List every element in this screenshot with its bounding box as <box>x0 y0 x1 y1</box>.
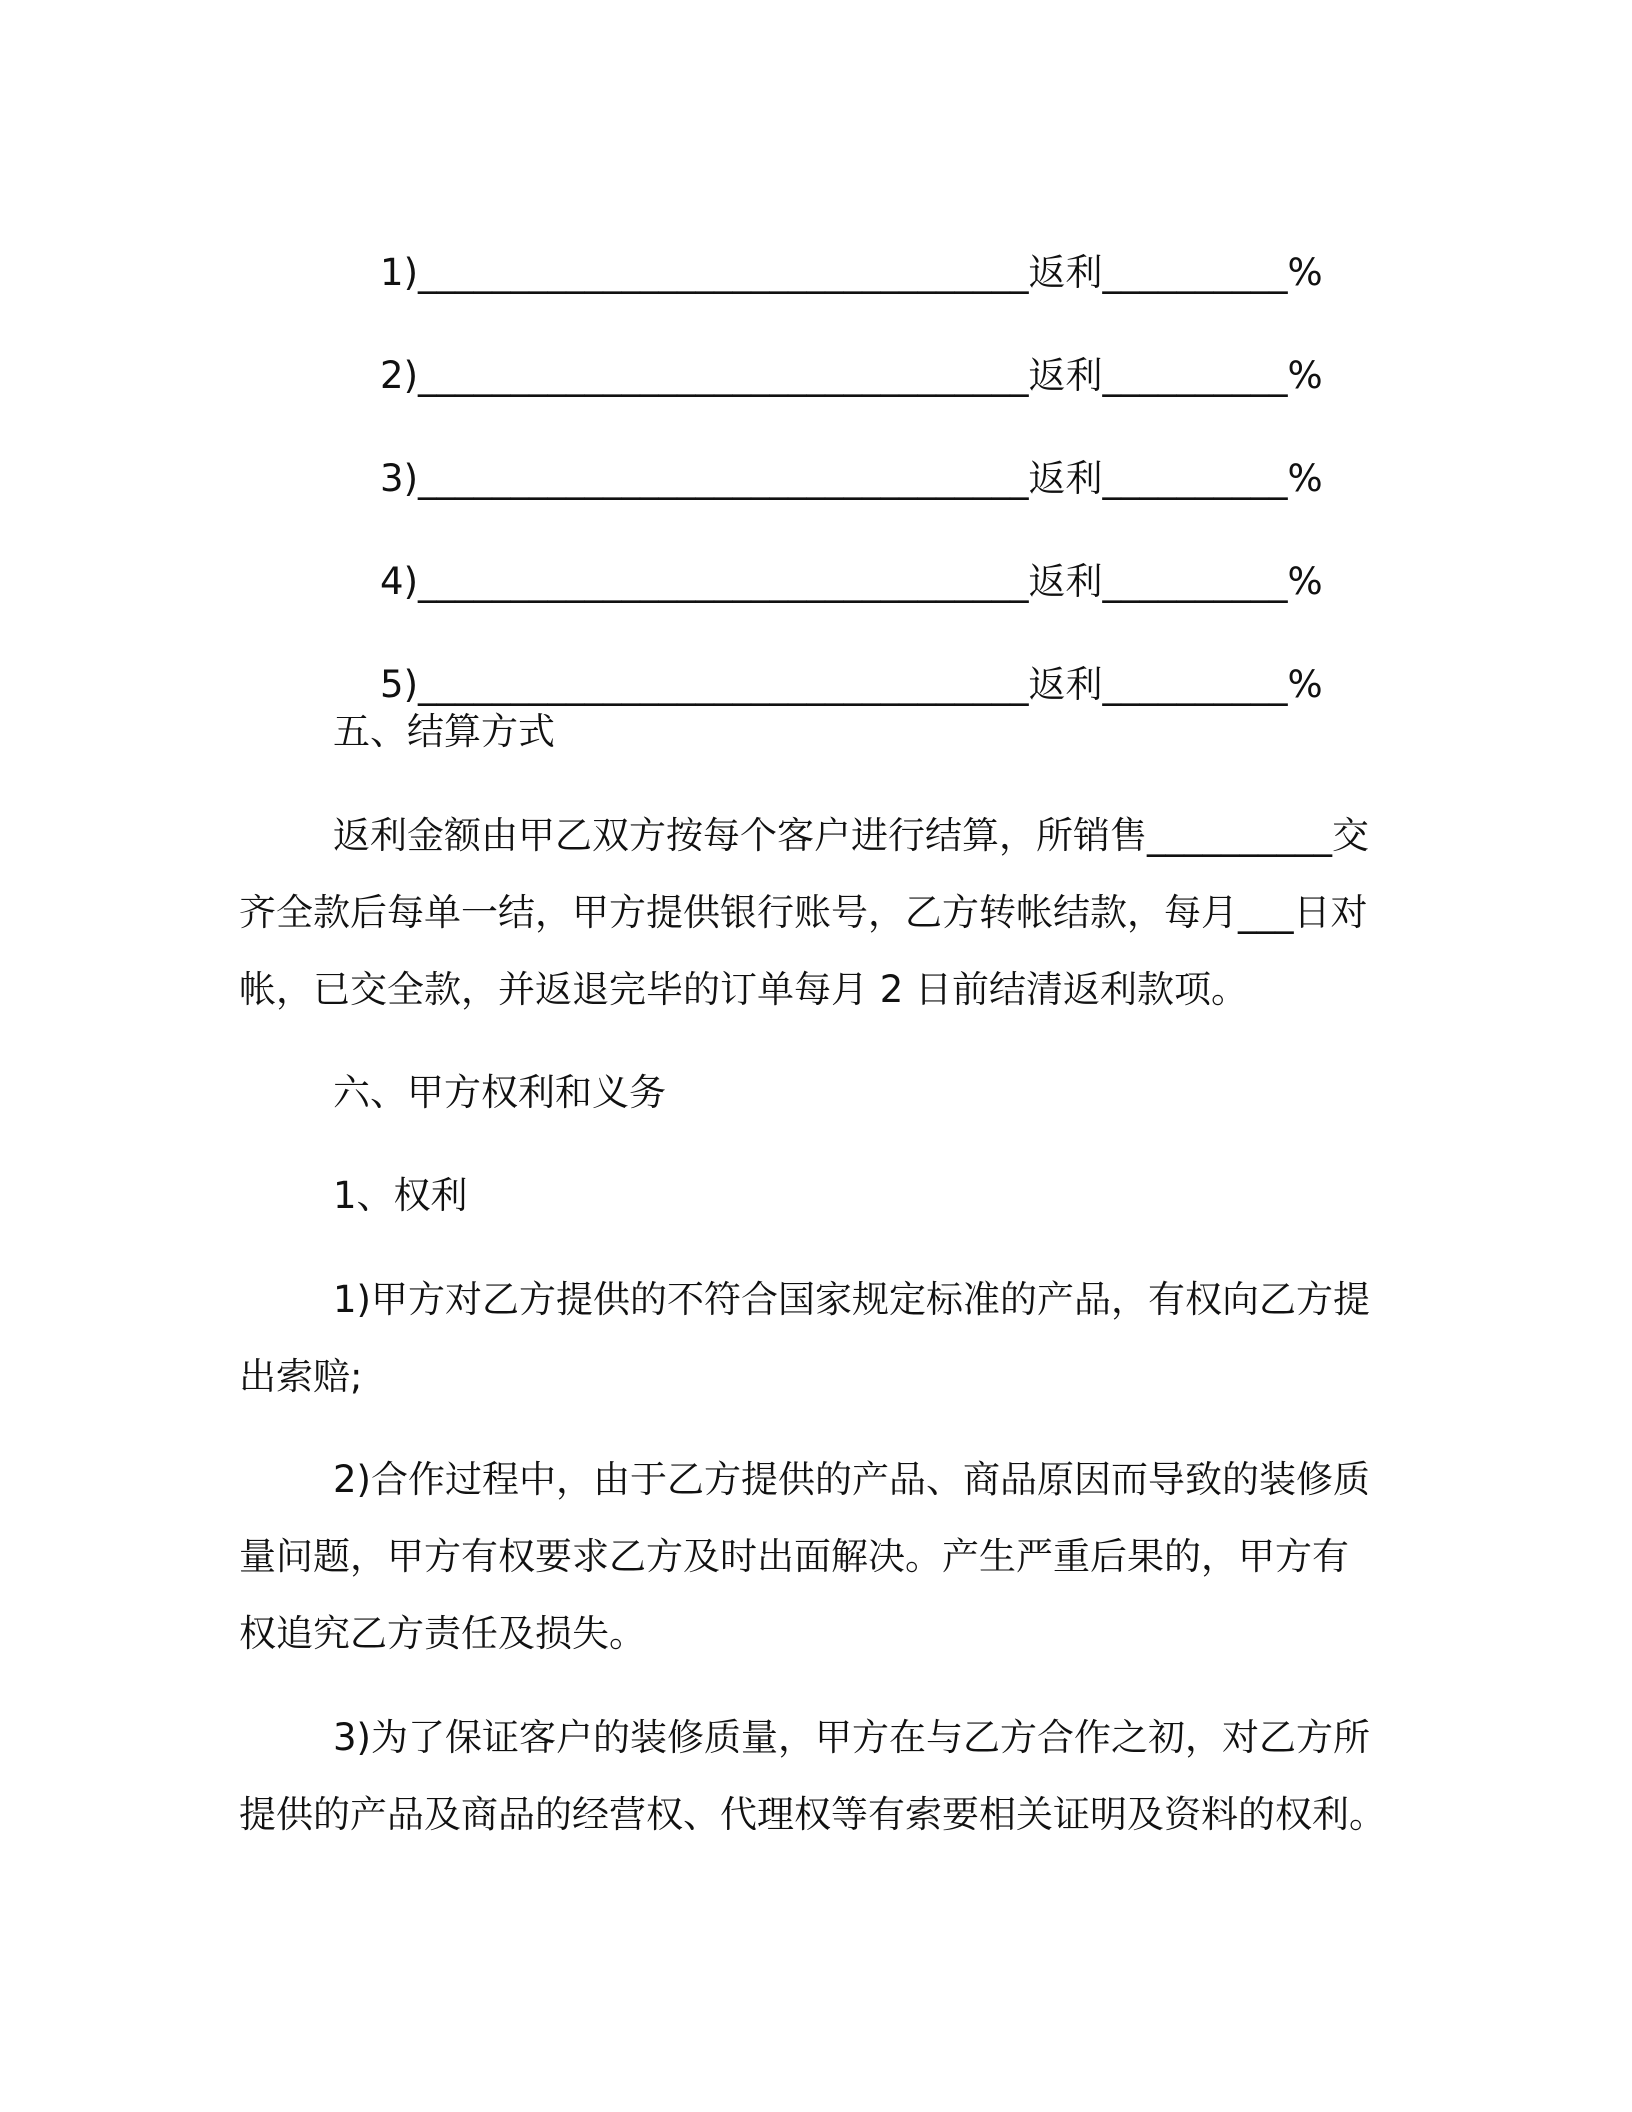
section-6-heading: 六、甲方权利和义务 <box>333 1071 666 1114</box>
rebate-label: 返利 <box>1028 560 1103 603</box>
rights-item-2-line-2: 量问题，甲方有权要求乙方及时出面解决。产生严重后果的，甲方有 <box>239 1535 1349 1578</box>
rights-item-2-line-3: 权追究乙方责任及损失。 <box>239 1612 646 1655</box>
rights-item-1-line-2: 出索赔; <box>239 1355 363 1398</box>
rebate-label: 返利 <box>1028 251 1103 294</box>
rebate-row-index: 5) <box>380 663 419 706</box>
rebate-item-blank: _________________________________ <box>418 354 1029 397</box>
percent-sign: % <box>1287 457 1323 500</box>
rebate-item-blank: _________________________________ <box>418 251 1029 294</box>
rights-subheading: 1、权利 <box>333 1174 468 1217</box>
rebate-label: 返利 <box>1028 663 1103 706</box>
rebate-label: 返利 <box>1028 354 1103 397</box>
rebate-item-blank: _________________________________ <box>418 663 1029 706</box>
rebate-row-index: 2) <box>380 354 419 397</box>
rebate-row-index: 1) <box>380 251 419 294</box>
section-5-paragraph-line-1: 返利金额由甲乙双方按每个客户进行结算，所销售__________交 <box>333 814 1369 857</box>
rights-item-3-line-2: 提供的产品及商品的经营权、代理权等有索要相关证明及资料的权利。 <box>239 1793 1386 1836</box>
percent-sign: % <box>1287 354 1323 397</box>
rebate-row-index: 4) <box>380 560 419 603</box>
rights-item-3-line-1: 3)为了保证客户的装修质量，甲方在与乙方合作之初，对乙方所 <box>333 1716 1370 1759</box>
percent-sign: % <box>1287 663 1323 706</box>
rebate-percent-blank: __________ <box>1102 354 1288 397</box>
rebate-item-blank: _________________________________ <box>418 560 1029 603</box>
rebate-percent-blank: __________ <box>1102 663 1288 706</box>
rights-item-2-line-1: 2)合作过程中，由于乙方提供的产品、商品原因而导致的装修质 <box>333 1458 1370 1501</box>
rebate-row-index: 3) <box>380 457 419 500</box>
section-5-paragraph-line-3: 帐，已交全款，并返退完毕的订单每月 2 日前结清返利款项。 <box>239 968 1249 1011</box>
percent-sign: % <box>1287 560 1323 603</box>
rights-item-1-line-1: 1)甲方对乙方提供的不符合国家规定标准的产品，有权向乙方提 <box>333 1278 1370 1321</box>
section-5-paragraph-line-2: 齐全款后每单一结，甲方提供银行账号，乙方转帐结款，每月___日对 <box>239 891 1368 934</box>
percent-sign: % <box>1287 251 1323 294</box>
rebate-percent-blank: __________ <box>1102 251 1288 294</box>
rebate-percent-blank: __________ <box>1102 457 1288 500</box>
rebate-label: 返利 <box>1028 457 1103 500</box>
section-5-heading: 五、结算方式 <box>333 710 555 753</box>
rebate-item-blank: _________________________________ <box>418 457 1029 500</box>
rebate-percent-blank: __________ <box>1102 560 1288 603</box>
